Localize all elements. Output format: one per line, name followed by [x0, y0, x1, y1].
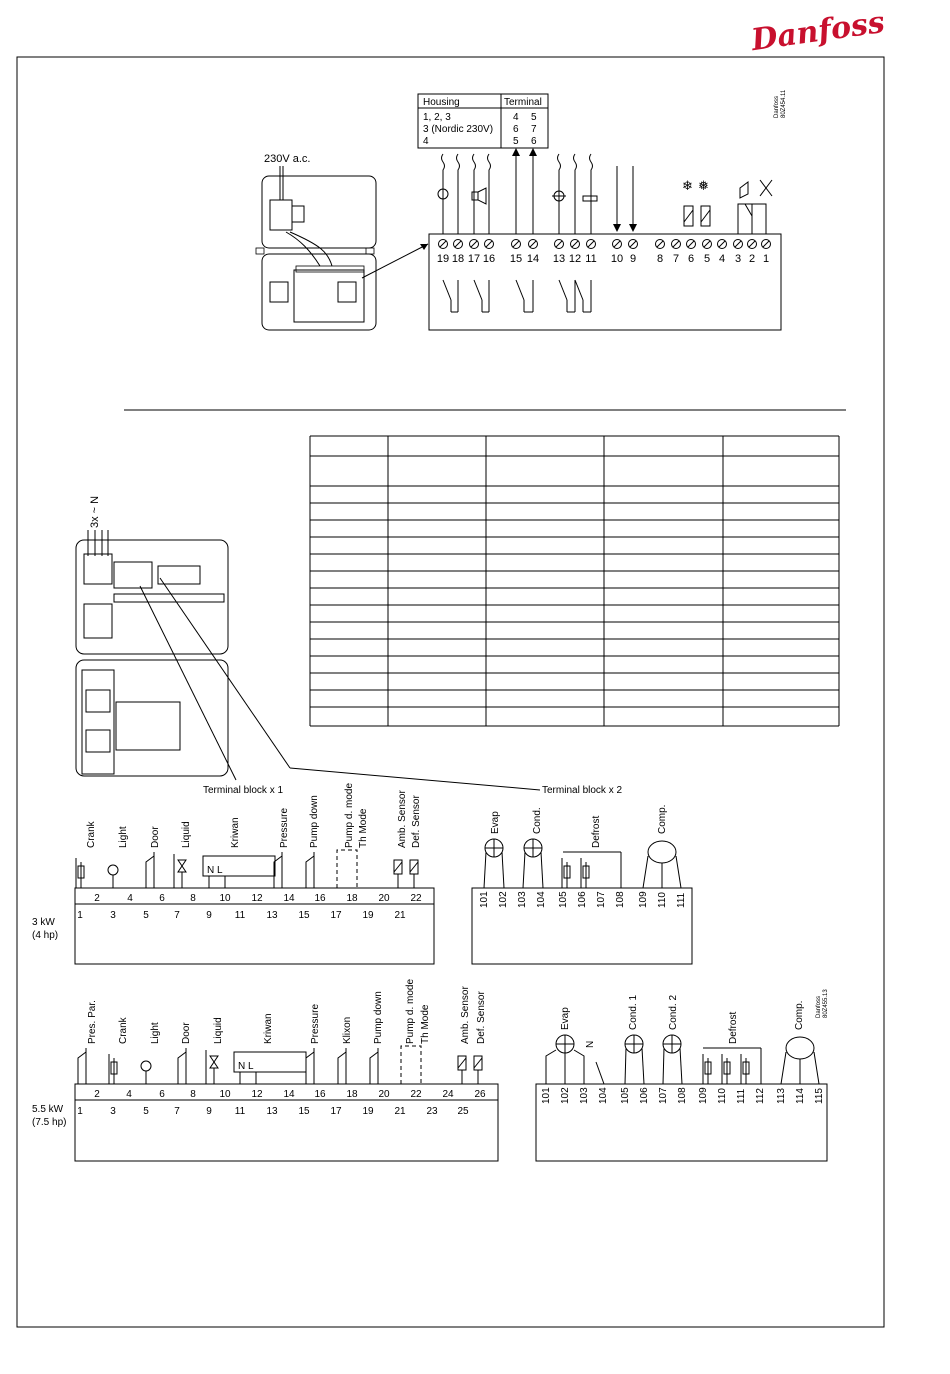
cond1-fan-lead-a — [625, 1048, 626, 1084]
pumpdown-switch-contact — [306, 856, 314, 888]
terminal-top-14: 14 — [283, 1089, 295, 1100]
diagram-2-housing — [76, 496, 622, 796]
power-label-55kw-hp: (7.5 hp) — [32, 1117, 67, 1128]
label-def-sensor: Def. Sensor — [411, 795, 422, 848]
terminal-label-3: 3 — [734, 253, 742, 265]
terminal-slot-1 — [763, 241, 769, 247]
terminal-bottom-1: 1 — [77, 910, 83, 921]
terminal-108: 108 — [677, 1087, 688, 1104]
table-terminal-r3a: 5 — [513, 136, 519, 147]
terminal-bottom-5: 5 — [143, 1106, 149, 1117]
terminal-113: 113 — [776, 1088, 787, 1104]
pres-par-switch-contact — [78, 1052, 86, 1084]
terminal-bottom-3: 3 — [110, 910, 116, 921]
table-terminal-r1b: 5 — [531, 112, 537, 123]
terminal-bottom-13: 13 — [266, 1106, 278, 1117]
terminal-top-4: 4 — [127, 893, 133, 904]
terminal-106: 106 — [577, 891, 588, 908]
label-door: Door — [181, 1022, 192, 1044]
relay-contact-3 — [559, 280, 567, 300]
terminal-slot-4 — [719, 241, 725, 247]
table-housing-row2: 3 (Nordic 230V) — [423, 124, 494, 135]
label-crank: Crank — [118, 1017, 129, 1044]
terminal-row-1 — [437, 154, 771, 265]
label-def-sensor: Def. Sensor — [476, 991, 487, 1044]
cond2-fan-lead-a — [663, 1048, 664, 1084]
doc-code-2: Danfoss — [816, 995, 822, 1018]
terminal-top-4: 4 — [126, 1089, 132, 1100]
label-pump-down: Pump down — [373, 991, 384, 1044]
terminal-label-12: 12 — [568, 253, 582, 265]
label-pres-par-: Pres. Par. — [87, 1000, 98, 1044]
amb-sensor-diag — [394, 862, 402, 872]
pumpdown-switch-contact — [370, 1052, 378, 1084]
terminal-top-6: 6 — [159, 893, 165, 904]
relay-contact-2 — [516, 280, 524, 300]
terminal-slot-12 — [572, 241, 578, 247]
terminal-top-12: 12 — [251, 1089, 263, 1100]
terminal-top-16: 16 — [314, 893, 326, 904]
label-liquid: Liquid — [213, 1017, 224, 1044]
power-label-3kw: 3 kW — [32, 917, 55, 928]
snowflake-icon: ❄ — [682, 178, 693, 193]
wire-13 — [558, 154, 561, 234]
terminal-slot-5 — [704, 241, 710, 247]
table-housing-row1: 1, 2, 3 — [423, 112, 451, 123]
pumpdown-mode-jumper — [337, 850, 357, 888]
terminal-slot-15 — [513, 241, 519, 247]
power-label-3kw-hp: (4 hp) — [32, 930, 59, 941]
label-amb-sensor: Amb. Sensor — [460, 986, 471, 1044]
cond-fan-lead-b — [541, 852, 543, 888]
label-b2-2: Defrost — [591, 815, 602, 848]
terminal-label-2: 2 — [748, 253, 756, 265]
terminal-bottom-19: 19 — [362, 910, 374, 921]
terminal-top-20: 20 — [378, 1089, 390, 1100]
terminal-105: 105 — [558, 891, 569, 908]
terminal-top-14: 14 — [283, 893, 295, 904]
controller-housing-1 — [256, 166, 428, 330]
label-pressure: Pressure — [310, 1003, 321, 1044]
terminal-bottom-17: 17 — [330, 910, 342, 921]
terminal-bottom-13: 13 — [266, 910, 278, 921]
power-label-55kw: 5.5 kW — [32, 1104, 64, 1115]
def-sensor-diag — [474, 1058, 482, 1068]
terminal-label-16: 16 — [482, 253, 496, 265]
terminal-103: 103 — [517, 891, 528, 908]
evap-lead-c — [574, 1050, 584, 1084]
label-b2-1: N — [585, 1040, 596, 1048]
label-klixon: Klixon — [342, 1016, 353, 1044]
terminal-board-1 — [429, 234, 781, 330]
terminal-109: 109 — [638, 891, 649, 908]
door-icon — [740, 182, 748, 198]
table-terminal-r2b: 7 — [531, 124, 537, 135]
terminal-label-11: 11 — [585, 253, 597, 265]
cond1-fan-lead-b — [642, 1048, 644, 1084]
amb-sensor-diag — [458, 1058, 466, 1068]
terminal-bottom-7: 7 — [174, 910, 180, 921]
pressure-switch-contact — [306, 1052, 314, 1084]
table-header-terminal: Terminal — [504, 97, 542, 108]
terminal-110: 110 — [657, 892, 668, 908]
components-55kw — [77, 979, 487, 1117]
compressor-lead-a — [643, 856, 648, 888]
terminal-slot-2 — [749, 241, 755, 247]
table-terminal-r3b: 6 — [531, 136, 537, 147]
evap-lead-a — [546, 1050, 556, 1084]
frost-icon: ❅ — [698, 178, 709, 193]
terminal-slot-17 — [471, 241, 477, 247]
terminal-110: 110 — [717, 1088, 728, 1104]
terminal-label-7: 7 — [672, 253, 680, 265]
wire-19 — [442, 154, 445, 234]
doc-code-1b: 80Z454.11 — [781, 89, 787, 118]
label-pump-d-mode: Pump d. mode — [405, 978, 416, 1044]
internal-relays-1 — [443, 280, 591, 312]
terminal-bottom-3: 3 — [110, 1106, 116, 1117]
label-pump-d-mode: Pump d. mode — [344, 782, 355, 848]
terminal-label-13: 13 — [552, 253, 566, 265]
terminal-bottom-15: 15 — [298, 910, 310, 921]
terminal-slot-7 — [673, 241, 679, 247]
danfoss-logo: Danfoss — [749, 4, 887, 59]
terminal-top-22: 22 — [410, 1089, 422, 1100]
terminal-106: 106 — [639, 1087, 650, 1104]
compressor-lead-c — [676, 856, 681, 888]
terminal-bottom-7: 7 — [174, 1106, 180, 1117]
terminal-103: 103 — [579, 1087, 590, 1104]
wire-11 — [590, 154, 593, 234]
terminal-label-1: 1 — [762, 253, 770, 265]
components-3kw — [76, 783, 422, 921]
terminal-101: 101 — [541, 1087, 552, 1104]
label-crank: Crank — [86, 821, 97, 848]
relay-contact-4 — [575, 280, 583, 300]
terminal-104: 104 — [598, 1087, 609, 1104]
terminal-bottom-21: 21 — [394, 1106, 406, 1117]
terminal-block-2-label: Terminal block x 2 — [542, 785, 623, 796]
label-b2-0: Evap — [490, 811, 501, 834]
terminal-slot-11 — [588, 241, 594, 247]
supply-label-2: 3x ~ N — [89, 495, 101, 528]
terminal-105: 105 — [620, 1087, 631, 1104]
terminal-bottom-5: 5 — [143, 910, 149, 921]
cond2-fan-lead-b — [680, 1048, 682, 1084]
relay-contact-1 — [474, 280, 482, 300]
table-header-housing: Housing — [423, 97, 460, 108]
compressor-motor — [648, 841, 676, 863]
terminal-top-18: 18 — [346, 893, 358, 904]
terminal-label-15: 15 — [509, 253, 523, 265]
compressor-motor — [786, 1037, 814, 1059]
terminal-label-9: 9 — [629, 253, 637, 265]
kriwan-pins: N L — [207, 865, 223, 876]
klixon-switch-contact — [338, 1052, 346, 1084]
label-th-mode: Th Mode — [420, 1004, 431, 1044]
blank-data-table — [310, 436, 839, 726]
terminal-109: 109 — [698, 1087, 709, 1104]
terminal-top-2: 2 — [94, 893, 100, 904]
table-terminal-r2a: 6 — [513, 124, 519, 135]
supply-label-1: 230V a.c. — [264, 153, 311, 165]
wire-18 — [457, 154, 460, 234]
terminal-112: 112 — [755, 1088, 766, 1104]
kriwan-pins: N L — [238, 1061, 254, 1072]
terminal-bottom-17: 17 — [330, 1106, 342, 1117]
terminal-bottom-9: 9 — [206, 910, 212, 921]
components-2-3kw — [479, 805, 687, 908]
terminal-label-8: 8 — [656, 253, 664, 265]
terminal-slot-10 — [614, 241, 620, 247]
terminal-slot-9 — [630, 241, 636, 247]
compressor-lead-c — [814, 1052, 819, 1084]
terminal-top-26: 26 — [474, 1089, 486, 1100]
terminal-top-10: 10 — [219, 1089, 231, 1100]
label-kriwan: Kriwan — [263, 1013, 274, 1044]
label-b2-2: Cond. 1 — [628, 994, 639, 1030]
terminal-slot-13 — [556, 241, 562, 247]
label-pressure: Pressure — [279, 807, 290, 848]
terminal-bottom-23: 23 — [426, 1106, 438, 1117]
terminal-label-4: 4 — [718, 253, 726, 265]
light-lamp-bulb — [108, 865, 118, 875]
liquid-valve-body — [210, 1056, 218, 1068]
terminal-108: 108 — [615, 891, 626, 908]
terminal-bottom-9: 9 — [206, 1106, 212, 1117]
terminal-label-18: 18 — [451, 253, 465, 265]
components-2-55kw — [541, 995, 825, 1104]
label-amb-sensor: Amb. Sensor — [397, 790, 408, 848]
light-lamp-bulb — [141, 1061, 151, 1071]
terminal-top-12: 12 — [251, 893, 263, 904]
label-door: Door — [150, 826, 161, 848]
terminal-label-14: 14 — [526, 253, 540, 265]
terminal-slot-6 — [688, 241, 694, 247]
label-liquid: Liquid — [181, 821, 192, 848]
label-b2-3: Comp. — [657, 804, 668, 834]
evap-fan-lead-a — [484, 852, 486, 888]
terminal-111: 111 — [736, 1088, 747, 1104]
terminal-top-18: 18 — [346, 1089, 358, 1100]
terminal-top-16: 16 — [314, 1089, 326, 1100]
terminal-104: 104 — [536, 891, 547, 908]
terminal-slot-8 — [657, 241, 663, 247]
pumpdown-mode-jumper — [401, 1046, 421, 1084]
terminal-bottom-21: 21 — [394, 910, 406, 921]
terminal-top-8: 8 — [190, 1089, 196, 1100]
terminal-107: 107 — [658, 1087, 669, 1104]
terminal-top-10: 10 — [219, 893, 231, 904]
terminal-top-22: 22 — [410, 893, 422, 904]
no-fan-icon — [760, 180, 772, 196]
door-switch-contact — [178, 1052, 186, 1084]
wire-12 — [574, 154, 577, 234]
relay-contact-0 — [443, 280, 451, 300]
terminal-slot-16 — [486, 241, 492, 247]
heater-icon-1 — [583, 196, 597, 201]
terminal-slot-19 — [440, 241, 446, 247]
evap-fan-lead-b — [502, 852, 504, 888]
terminal-107: 107 — [596, 891, 607, 908]
wire-17 — [473, 154, 476, 234]
label-b2-3: Cond. 2 — [668, 994, 679, 1030]
terminal-top-20: 20 — [378, 893, 390, 904]
terminal-115: 115 — [814, 1088, 825, 1104]
label-light: Light — [150, 1022, 161, 1044]
terminal-114: 114 — [795, 1088, 806, 1104]
terminal-label-19: 19 — [436, 253, 450, 265]
liquid-valve-body — [178, 860, 186, 872]
terminal-label-5: 5 — [703, 253, 711, 265]
terminal-label-17: 17 — [467, 253, 481, 265]
terminal-label-10: 10 — [610, 253, 624, 265]
terminal-102: 102 — [560, 1087, 571, 1104]
terminal-slot-18 — [455, 241, 461, 247]
terminal-bottom-1: 1 — [77, 1106, 83, 1117]
terminal-slot-3 — [735, 241, 741, 247]
diagram-1 — [256, 89, 787, 330]
terminal-top-24: 24 — [442, 1089, 454, 1100]
terminal-bottom-11: 11 — [234, 910, 246, 921]
terminal-top-6: 6 — [159, 1089, 165, 1100]
cond-fan-lead-a — [523, 852, 525, 888]
label-b2-1: Cond. — [532, 807, 543, 834]
label-b2-4: Defrost — [728, 1011, 739, 1044]
terminal-block-1-label: Terminal block x 1 — [203, 785, 284, 796]
doc-code-1: Danfoss — [774, 95, 780, 118]
label-b2-0: Evap — [560, 1007, 571, 1030]
terminal-bottom-15: 15 — [298, 1106, 310, 1117]
terminal-111: 111 — [676, 892, 687, 908]
wire-16 — [488, 154, 491, 234]
label-light: Light — [118, 826, 129, 848]
housing-terminal-table — [418, 94, 548, 148]
label-pump-down: Pump down — [309, 795, 320, 848]
terminal-101: 101 — [479, 891, 490, 908]
terminal-bottom-25: 25 — [457, 1106, 469, 1117]
terminal-top-2: 2 — [94, 1089, 100, 1100]
terminal-top-8: 8 — [190, 893, 196, 904]
doc-code-2b: 80Z455.13 — [823, 989, 829, 1018]
label-kriwan: Kriwan — [230, 817, 241, 848]
terminal-bottom-11: 11 — [234, 1106, 246, 1117]
compressor-lead-a — [781, 1052, 786, 1084]
terminal-bottom-19: 19 — [362, 1106, 374, 1117]
label-b2-5: Comp. — [794, 1000, 805, 1030]
terminal-102: 102 — [498, 891, 509, 908]
table-housing-row3: 4 — [423, 136, 429, 147]
door-switch-contact — [146, 856, 154, 888]
def-sensor-diag — [410, 862, 418, 872]
label-th-mode: Th Mode — [358, 808, 369, 848]
terminal-slot-14 — [530, 241, 536, 247]
neutral-lead — [596, 1062, 604, 1084]
terminal-label-6: 6 — [687, 253, 695, 265]
table-terminal-r1a: 4 — [513, 112, 519, 123]
